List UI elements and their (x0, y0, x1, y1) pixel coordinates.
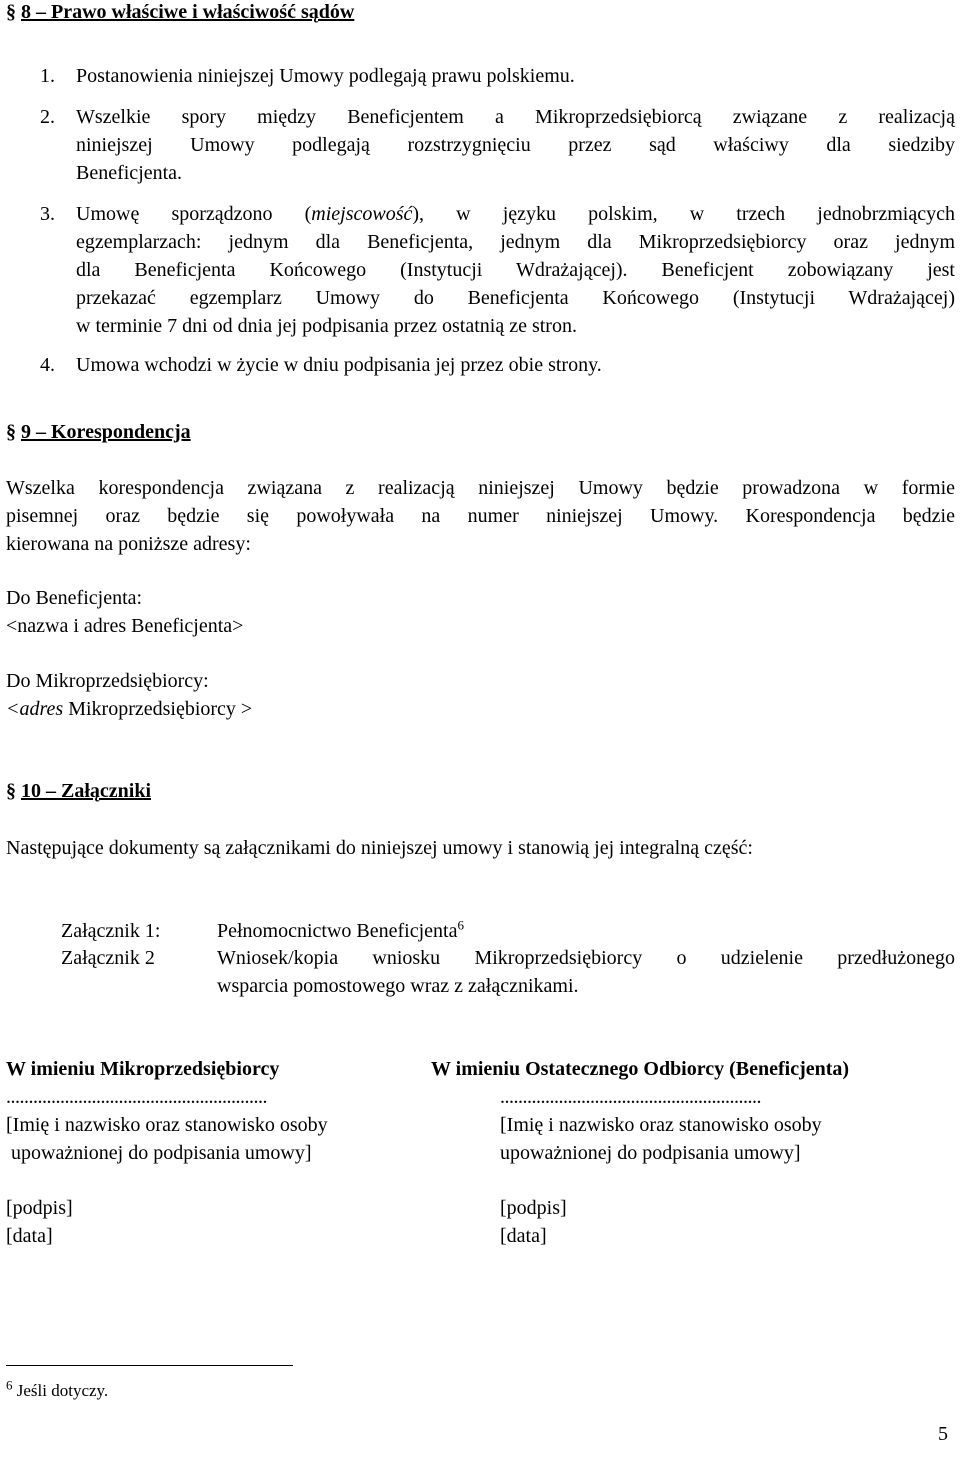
section-sign: § (6, 421, 16, 443)
signature-right-name: [Imię i nazwisko oraz stanowisko osoby (500, 1114, 822, 1136)
signature-right-date: [data] (500, 1225, 547, 1247)
paragraph-line: Wszelka korespondencja związana z realizacją niniejszej Umowy będzie prowadzona w formie (6, 477, 955, 499)
footnote (6, 1377, 108, 1405)
list-item-text: Postanowienia niniejszej Umowy podlegają prawu polskiemu. (76, 65, 575, 87)
signature-right-title: W imieniu Ostatecznego Odbiorcy (Beneficjenta) (431, 1058, 850, 1080)
signature-left-sign: [podpis] (6, 1197, 73, 1219)
section-sign: § (6, 1, 16, 23)
list-item-text: Umowa wchodzi w życie w dniu podpisania jej przez obie strony. (76, 354, 602, 376)
section-9-number: 9 (21, 421, 31, 443)
signature-left-name: [Imię i nazwisko oraz stanowisko osoby (6, 1114, 328, 1136)
list-item: 1. (40, 65, 55, 87)
list-item-line: przekazać egzemplarz Umowy do Beneficjenta Końcowego (Instytucji Wdrażającej) (76, 287, 955, 309)
signature-right-name: upoważnionej do podpisania umowy] (500, 1142, 801, 1164)
signature-left-title: W imieniu Mikroprzedsiębiorcy (6, 1058, 280, 1080)
list-item-line: Wszelkie spory między Beneficjentem a Mikroprzedsiębiorcą związane z realizacją (76, 106, 955, 128)
section-9-title: Korespondencja (51, 421, 191, 443)
footnote-separator (6, 1365, 293, 1366)
section-9-heading: § 9 – Korespondencja (6, 421, 191, 443)
signature-left-dots: .......................................................... (6, 1086, 267, 1108)
section-sign: § (6, 780, 16, 802)
attachment-label: Załącznik 1: (61, 920, 161, 942)
footnote-text: Jeśli dotyczy. (12, 1381, 109, 1400)
attachment-text: Wniosek/kopia wniosku Mikroprzedsiębiorcy o udzielenie przedłużonego (217, 947, 955, 969)
list-item-line: Beneficjenta. (76, 162, 183, 184)
section-8-heading (6, 0, 354, 26)
page-number: 5 (938, 1423, 948, 1445)
address-value: <adres Mikroprzedsiębiorcy > (6, 698, 253, 720)
section-10-heading: § 10 – Załączniki (6, 780, 152, 802)
footnote-ref: 6 (457, 917, 464, 933)
list-item-line: w terminie 7 dni od dnia jej podpisania przez ostatnią ze stron. (76, 315, 577, 337)
paragraph-line: kierowana na poniższe adresy: (6, 533, 251, 555)
list-item-number: 3. (40, 203, 55, 225)
paragraph-line: pisemnej oraz będzie się powoływała na numer niniejszej Umowy. Korespondencja będzie (6, 505, 955, 527)
attachment-text: Pełnomocnictwo Beneficjenta$^6$ (217, 917, 464, 942)
attachment-label: Załącznik 2 (61, 947, 155, 969)
footnote-number: 6 (6, 1377, 13, 1393)
section-10-title: Załączniki (61, 780, 152, 802)
list-item-number: 4. (40, 354, 55, 376)
section-8-title: 8 – Prawo właściwe i właściwość sądów (21, 1, 355, 23)
section-10-number: 10 (21, 780, 41, 802)
attachments-intro: Następujące dokumenty są załącznikami do niniejszej umowy i stanowią jej integralną część: (6, 837, 753, 859)
address-label: Do Mikroprzedsiębiorcy: (6, 670, 209, 692)
list-item-line: niniejszej Umowy podlegają rozstrzygnięciu przez sąd właściwy dla siedziby (76, 134, 955, 156)
list-item-line: Umowę sporządzono (miejscowość), w języku polskim, w trzech jednobrzmiących (76, 203, 955, 225)
signature-left-date: [data] (6, 1225, 53, 1247)
list-item-line: dla Beneficjenta Końcowego (Instytucji Wdrażającej). Beneficjent zobowiązany jest (76, 259, 955, 281)
signature-right-dots: .......................................................... (500, 1086, 761, 1108)
attachment-text: wsparcia pomostowego wraz z załącznikami. (217, 975, 579, 997)
signature-left-name: upoważnionej do podpisania umowy] (6, 1142, 312, 1164)
address-label: Do Beneficjenta: (6, 587, 143, 609)
signature-right-sign: [podpis] (500, 1197, 567, 1219)
address-value: <nazwa i adres Beneficjenta> (6, 615, 244, 637)
list-item-number: 2. (40, 106, 55, 128)
list-item-line: egzemplarzach: jednym dla Beneficjenta, jednym dla Mikroprzedsiębiorcy oraz jednym (76, 231, 955, 253)
